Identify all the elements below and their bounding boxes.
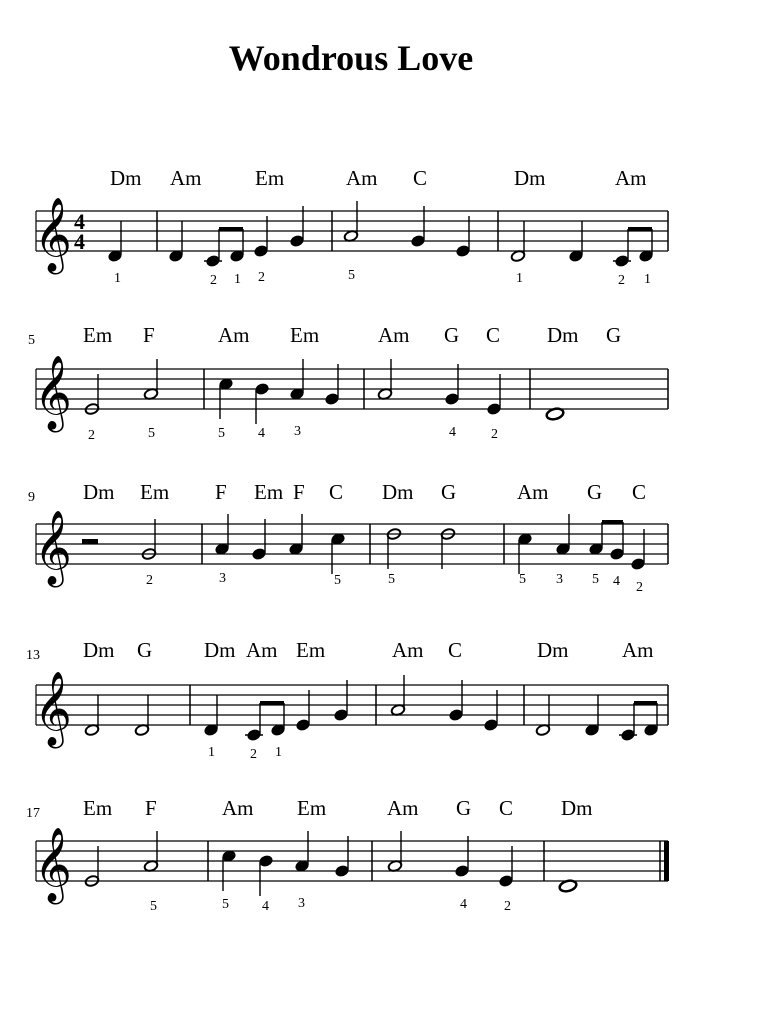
note-head [204, 724, 218, 737]
fingering-number: 2 [210, 273, 217, 288]
system-2 [28, 323, 668, 443]
chord-symbol: F [293, 480, 305, 504]
chord-symbol: C [448, 638, 463, 662]
time-signature-top: 4 [74, 209, 85, 234]
fingering-number: 2 [258, 270, 265, 285]
fingering-number: 5 [592, 572, 599, 587]
note-head [271, 724, 285, 737]
note-head [449, 709, 463, 722]
staff-lines [36, 369, 668, 409]
chord-symbol: Em [297, 796, 327, 820]
fingering-number: 5 [222, 897, 229, 912]
fingering-number: 3 [556, 572, 563, 587]
chord-symbol: G [444, 323, 460, 347]
note-head [518, 533, 532, 546]
note-beam [628, 227, 652, 231]
chord-symbols [110, 166, 647, 190]
chord-symbol: C [632, 480, 647, 504]
fingering-number: 4 [258, 426, 265, 441]
measure-number: 5 [28, 333, 35, 348]
fingerings [88, 424, 498, 443]
chord-symbol: F [143, 323, 155, 347]
chord-symbol: G [456, 796, 472, 820]
system-5 [26, 796, 669, 914]
fingering-number: 1 [275, 745, 282, 760]
chord-symbol: G [441, 480, 457, 504]
note-head [569, 250, 583, 263]
chord-symbol: Dm [547, 323, 579, 347]
note-head [290, 388, 304, 401]
fingering-number: 5 [334, 573, 341, 588]
chord-symbols [83, 323, 621, 347]
note-head [259, 855, 273, 868]
fingerings [208, 745, 282, 762]
note-head [585, 724, 599, 737]
chord-symbols [83, 796, 593, 820]
chord-symbol: F [215, 480, 227, 504]
treble-clef-icon: 𝄞 [34, 672, 72, 746]
fingering-number: 1 [644, 272, 651, 287]
page-title: Wondrous Love [228, 38, 474, 78]
chord-symbol: Dm [204, 638, 236, 662]
chord-symbol: Dm [83, 480, 115, 504]
fingering-number: 1 [114, 271, 121, 286]
note-head [289, 543, 303, 556]
note-head [499, 875, 513, 888]
fingerings [146, 571, 643, 595]
fingering-number: 5 [519, 572, 526, 587]
note-head [215, 543, 229, 556]
fingering-number: 5 [150, 899, 157, 914]
note-head [331, 533, 345, 546]
chord-symbol: Am [517, 480, 549, 504]
chord-symbol: Em [83, 323, 113, 347]
note-head [556, 543, 570, 556]
fingering-number: 2 [491, 427, 498, 442]
chord-symbol: Am [392, 638, 424, 662]
fingering-number: 2 [250, 747, 257, 762]
note-head [169, 250, 183, 263]
note-head [296, 719, 310, 732]
fingering-number: 1 [208, 745, 215, 760]
chord-symbol: Em [296, 638, 326, 662]
chord-symbol: Dm [83, 638, 115, 662]
chord-symbol: G [606, 323, 622, 347]
final-barline [664, 841, 669, 881]
chord-symbol: G [137, 638, 153, 662]
note-head [254, 245, 268, 258]
measure-number: 13 [26, 648, 40, 663]
fingering-number: 2 [636, 580, 643, 595]
chord-symbol: Am [615, 166, 647, 190]
note-head [255, 383, 269, 396]
chord-symbol: Am [170, 166, 202, 190]
note-beam [219, 227, 243, 231]
note-head [644, 724, 658, 737]
fingerings [114, 268, 651, 288]
half-rest [82, 539, 98, 544]
chord-symbol: C [499, 796, 514, 820]
system-4 [26, 638, 668, 762]
chord-symbols [83, 480, 646, 504]
note-head [290, 235, 304, 248]
fingering-number: 4 [460, 897, 467, 912]
fingering-number: 4 [613, 574, 620, 589]
fingering-number: 4 [449, 425, 456, 440]
fingering-number: 4 [262, 899, 269, 914]
staff-lines [36, 685, 668, 725]
note-head [108, 250, 122, 263]
note-head [445, 393, 459, 406]
chord-symbol: Dm [110, 166, 142, 190]
chord-symbols [83, 638, 654, 662]
note-head [325, 393, 339, 406]
note-head [411, 235, 425, 248]
fingering-number: 1 [516, 271, 523, 286]
fingering-number: 2 [618, 273, 625, 288]
note-head [610, 548, 624, 561]
treble-clef-icon: 𝄞 [34, 828, 72, 902]
note-head [219, 378, 233, 391]
chord-symbol: Am [622, 638, 654, 662]
chord-symbol: Em [254, 480, 284, 504]
chord-symbol: Em [290, 323, 320, 347]
note-beam [602, 520, 623, 524]
chord-symbol: Am [222, 796, 254, 820]
note-head [295, 860, 309, 873]
treble-clef-icon: 𝄞 [34, 511, 72, 585]
note-beam [634, 701, 657, 705]
chord-symbol: Dm [537, 638, 569, 662]
chord-symbol: Em [255, 166, 285, 190]
fingering-number: 3 [219, 571, 226, 586]
fingering-number: 5 [218, 426, 225, 441]
fingering-number: 5 [148, 426, 155, 441]
note-head [455, 865, 469, 878]
chord-symbol: C [413, 166, 428, 190]
chord-symbol: Dm [514, 166, 546, 190]
fingering-number: 3 [294, 424, 301, 439]
fingering-number: 1 [234, 272, 241, 287]
chord-symbol: G [587, 480, 603, 504]
note-beam [260, 701, 284, 705]
staff-lines [36, 524, 668, 564]
chord-symbol: Dm [561, 796, 593, 820]
treble-clef-icon: 𝄞 [34, 198, 72, 272]
note-head [252, 548, 266, 561]
chord-symbol: Em [140, 480, 170, 504]
note-head [335, 865, 349, 878]
fingering-number: 2 [146, 573, 153, 588]
chord-symbol: Am [387, 796, 419, 820]
fingering-number: 3 [298, 896, 305, 911]
note-head [631, 558, 645, 571]
measure-number: 9 [28, 490, 35, 505]
fingering-number: 5 [348, 268, 355, 283]
note-head [222, 850, 236, 863]
chord-symbol: C [486, 323, 501, 347]
note-head [487, 403, 501, 416]
system-3 [28, 480, 668, 595]
chord-symbol: Am [246, 638, 278, 662]
staff-lines [36, 841, 668, 881]
fingering-number: 2 [504, 899, 511, 914]
time-signature-bottom: 4 [74, 229, 85, 254]
chord-symbol: Am [218, 323, 250, 347]
chord-symbol: Em [83, 796, 113, 820]
note-head [484, 719, 498, 732]
fingering-number: 2 [88, 428, 95, 443]
chord-symbol: Dm [382, 480, 414, 504]
measure-number: 17 [26, 806, 40, 821]
chord-symbol: Am [378, 323, 410, 347]
note-head [456, 245, 470, 258]
note-head [639, 250, 653, 263]
chord-symbol: C [329, 480, 344, 504]
system-1 [34, 166, 668, 288]
fingerings [150, 896, 511, 914]
fingering-number: 5 [388, 572, 395, 587]
note-head [230, 250, 244, 263]
chord-symbol: F [145, 796, 157, 820]
note-head [589, 543, 603, 556]
treble-clef-icon: 𝄞 [34, 356, 72, 430]
chord-symbol: Am [346, 166, 378, 190]
note-head [334, 709, 348, 722]
